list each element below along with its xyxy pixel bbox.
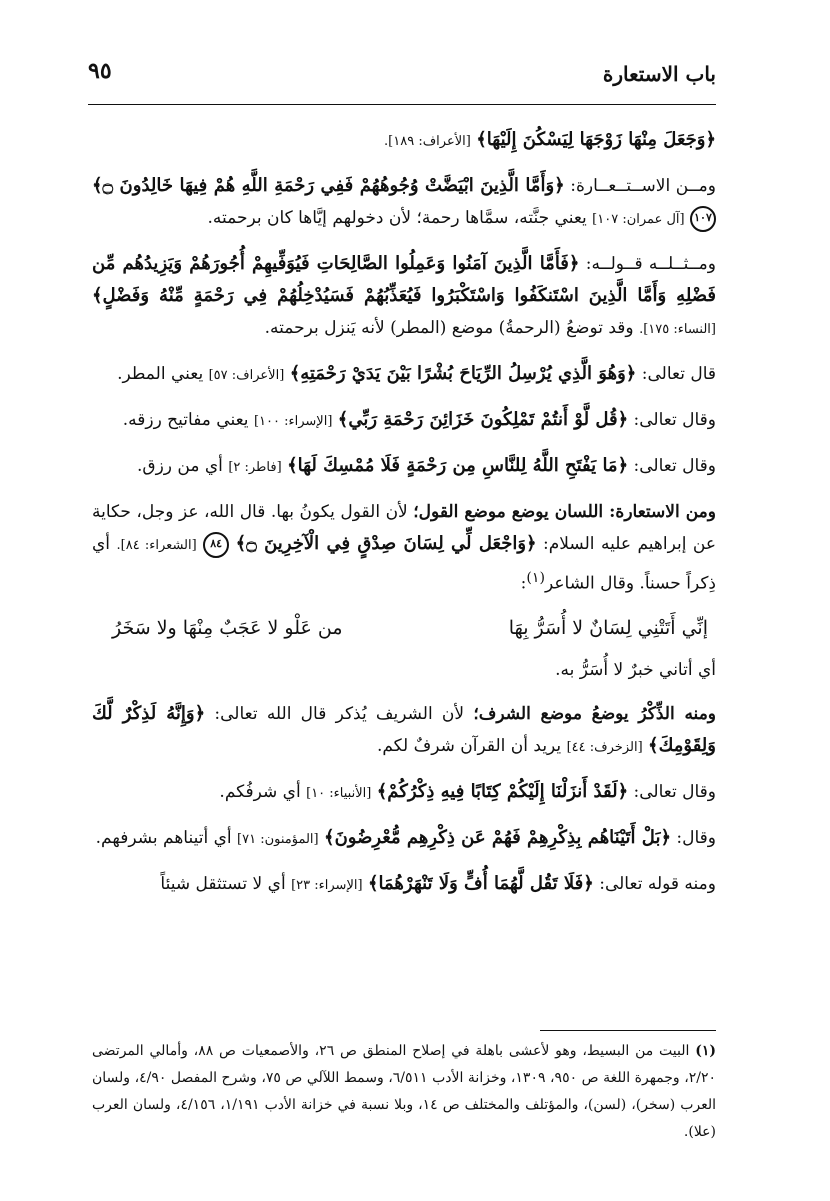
paragraph-6: [92, 450, 716, 484]
poem-second-hemistich: من عَلْو لا عَجَبٌ مِنْهَا ولا سَخَرُ: [112, 616, 343, 639]
verse-reference: [الأعراف: ١٨٩].: [384, 134, 471, 149]
paragraph-9: [92, 698, 716, 764]
paragraph-text: أي ذِكراً حسناً. وقال الشاعر: [92, 534, 716, 594]
quran-quote: ﴿قُل لَّوْ أَنتُمْ تَمْلِكُونَ خَزَائِنَ رَحْمَةِ رَبِّي﴾: [337, 409, 629, 430]
quran-quote: ﴿بَلْ أَتَيْنَاهُم بِذِكْرِهِمْ فَهُمْ عَن ذِكْرِهِم مُّعْرِضُونَ﴾: [324, 826, 671, 848]
running-head: باب الاستعارة: [602, 62, 716, 86]
footnote-number: (١): [695, 1043, 717, 1059]
poem-verse: [92, 612, 716, 644]
paragraph-text: وقال تعالى:: [628, 410, 716, 430]
bold-heading: ومن الاستعارة: اللسان يوضع موضع القول؛: [413, 502, 716, 522]
page-number: ٩٥: [88, 58, 112, 84]
quran-quote: ﴿مَا يَفْتَحِ اللَّهُ لِلنَّاسِ مِن رَحْمَةٍ فَلَا مُمْسِكَ لَهَا﴾: [287, 455, 629, 476]
paragraph-11: [92, 822, 716, 856]
verse-reference: [النساء: ١٧٥].: [639, 322, 716, 337]
verse-number-badge: ٨٤: [203, 532, 229, 558]
paragraph-text: وقال:: [671, 827, 716, 848]
paragraph-text: لأن القول يكونُ بها. قال الله، عز وجل، حكاية عن إبراهيم عليه السلام:: [92, 502, 716, 554]
quran-quote: ﴿وَاجْعَل لِّي لِسَانَ صِدْقٍ فِي الْآخِرِينَ ۝﴾: [235, 533, 537, 554]
paragraph-text: أي أتاني خبرٌ لا أُسَرُّ به.: [555, 659, 716, 680]
quran-quote: ﴿فَأَمَّا الَّذِينَ آمَنُوا وَعَمِلُوا الصَّالِحَاتِ فَيُوَفِّيهِمْ أُجُورَهُمْ وَيَزِيدُهُم مِّن فَضْلِهِ وَأَمَّا الَّذِينَ اسْتَنكَفُوا وَاسْتَكْبَرُوا فَيُعَذِّبُهُمْ فَسَيُدْخِلُهُمْ فِي رَحْمَةٍ مِّنْهُ وَفَضْلٍ﴾: [92, 253, 716, 306]
verse-reference: [الزخرف: ٤٤]: [566, 739, 643, 755]
paragraph-10: [92, 776, 716, 810]
quran-quote: ﴿وَجَعَلَ مِنْهَا زَوْجَهَا لِيَسْكُنَ إِلَيْهَا﴾: [476, 129, 716, 150]
footnote-text: البيت من البسيط، وهو لأعشى باهلة في إصلاح المنطق ص ٢٦، والأصمعيات ص ٨٨، وأمالي المرتضى ٢/٢٠، وجمهرة اللغة ص ٩٥٠، ١٣٠٩، وخزانة الأدب ٦/٥١١، وسمط اللآلي ص ٧٥، وشرح المفصل ٤/٩٠، ولسان العرب (سخر)، (لسن)، والمؤتلف والمختلف ص ١٤، وبلا نسبة في خزانة الأدب ١/١٩١، ٤/١٥٦، ولسان العرب (علا).: [92, 1043, 717, 1140]
quran-quote: ﴿وَإِنَّهُ لَذِكْرٌ لَّكَ وَلِقَوْمِكَ﴾: [92, 702, 716, 756]
quran-quote: ﴿فَلَا تَقُل لَّهُمَا أُفٍّ وَلَا تَنْهَرْهُمَا﴾: [367, 872, 594, 894]
footnote-marker[interactable]: (١): [526, 570, 545, 586]
paragraph-text: قال تعالى:: [636, 364, 716, 384]
paragraph-8: [92, 654, 716, 686]
paragraph-7: [92, 496, 716, 600]
paragraph-text: أي أتيناهم بشرفهم.: [95, 827, 232, 848]
paragraph-text: وقال تعالى:: [628, 781, 716, 802]
paragraph-text: ومــثــلــه قــولــه:: [579, 254, 716, 274]
verse-reference: [فاطر: ٢]: [228, 460, 282, 475]
footnote: [92, 1038, 716, 1146]
header-rule: [88, 104, 716, 105]
verse-reference: [الإسراء: ١٠٠]: [253, 414, 333, 429]
verse-reference: [الإسراء: ٢٣]: [291, 877, 363, 893]
quran-quote: ﴿وَأَمَّا الَّذِينَ ابْيَضَّتْ وُجُوهُهُمْ فَفِي رَحْمَةِ اللَّهِ هُمْ فِيهَا خَالِدُونَ ۝﴾: [92, 175, 565, 196]
quran-quote: ﴿وَهُوَ الَّذِي يُرْسِلُ الرِّيَاحَ بُشْرًا بَيْنَ يَدَيْ رَحْمَتِهِ﴾: [289, 363, 637, 384]
main-text: [92, 124, 716, 914]
verse-reference: [الشعراء: ٨٤].: [116, 538, 197, 553]
verse-reference: [الأنبياء: ١٠]: [306, 785, 372, 801]
paragraph-1: [92, 124, 716, 158]
bold-heading: ومنه الذِّكْرُ يوضعُ موضع الشرف؛: [473, 703, 717, 724]
paragraph-text: :: [520, 573, 527, 594]
paragraph-text: يريد أن القرآن شرفٌ لكم.: [376, 735, 562, 756]
paragraph-text: أي شرفُكم.: [219, 781, 301, 802]
paragraph-text: يعني المطر.: [117, 364, 204, 384]
paragraph-text: ومــن الاســتــعــارة:: [564, 176, 716, 196]
paragraph-12: [92, 868, 716, 902]
paragraph-2: [92, 170, 716, 236]
paragraph-text: أي من رزق.: [137, 456, 223, 476]
paragraph-text: يعني مفاتيح رزقه.: [122, 410, 249, 430]
paragraph-text: ومنه قوله تعالى:: [593, 873, 716, 894]
paragraph-text: لأن الشريف يُذكر قال الله تعالى:: [205, 703, 465, 724]
poem-first-hemistich: إنِّي أَتَتْنِي لِسَانٌ لا أُسَرُّ بِهَا: [508, 616, 708, 639]
footnote-rule: [540, 1030, 716, 1031]
quran-quote: ﴿لَقَدْ أَنزَلْنَا إِلَيْكُمْ كِتَابًا فِيهِ ذِكْرُكُمْ﴾: [376, 780, 629, 802]
verse-number-badge: ١٠٧: [690, 206, 716, 232]
paragraph-5: [92, 404, 716, 438]
paragraph-3: [92, 248, 716, 346]
verse-reference: [المؤمنون: ٧١]: [237, 831, 319, 847]
paragraph-text: وقال تعالى:: [628, 456, 716, 476]
verse-reference: [الأعراف: ٥٧]: [208, 368, 285, 383]
verse-reference: [آل عمران: ١٠٧]: [592, 212, 685, 227]
paragraph-text: أي لا تستثقل شيئاً: [160, 873, 286, 894]
paragraph-text: وقد توضعُ (الرحمةُ) موضع (المطر) لأنه يَنزل برحمته.: [264, 318, 634, 338]
page-header: [88, 58, 716, 94]
paragraph-text: يعني جنَّته، سمَّاها رحمة؛ لأن دخولهم إيَّاها كان برحمته.: [207, 208, 587, 228]
paragraph-4: [92, 358, 716, 392]
